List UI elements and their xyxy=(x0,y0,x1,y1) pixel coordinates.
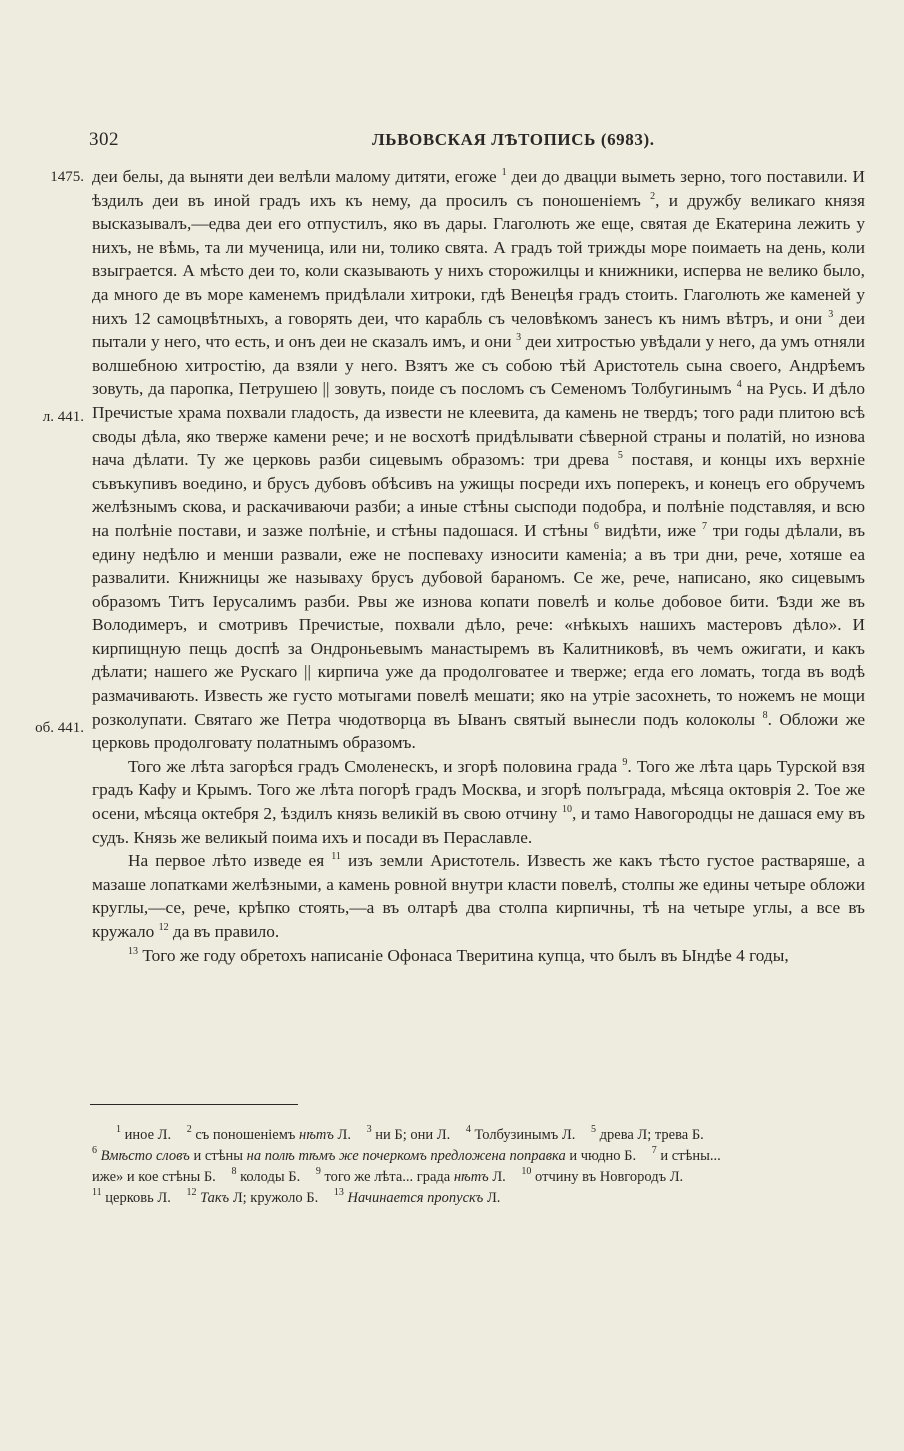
footnote-7-cont: иже» и кое стѣны Б. xyxy=(92,1169,216,1185)
footnote-ref: 3 xyxy=(828,308,834,320)
footnote-ref: 2 xyxy=(650,190,656,202)
paragraph-3: На первое лѣто изведе ея $^{11}$ изъ земли Аристотель. Известь же какъ тѣсто густое растваряше, а мазаше лопатками желѣзными, а камень ровной внутри класти повелѣ, столпы же едины четыре обложи круглы,—се, рече, крѣпко стоять,—а въ олтарѣ два столпа кирпичны, тѣ на четыре углы, а все въ кружало $^{12}$ да въ правило. xyxy=(92,851,865,941)
footnotes xyxy=(92,1125,865,1209)
footnote-10: $^{10}$ отчину въ Новгородъ Л. xyxy=(521,1166,684,1185)
footnote-line-3 xyxy=(92,1167,865,1188)
footnote-3: $^3$ ни Б; они Л. xyxy=(366,1124,451,1143)
footnote-ref: 3 xyxy=(516,332,522,344)
footnote-ref: 8 xyxy=(762,709,768,721)
running-title: ЛЬВОВСКАЯ ЛѢТОПИСЬ (6983). xyxy=(372,130,655,149)
paragraph-1: деи белы, да выняти деи велѣли малому дитяти, егоже $^1$ деи до двацџи выметь зерно, того поставили. И ѣздилъ деи въ иной градъ ихъ къ нему, да просилъ съ поношенiемъ $^2$, и дружбу великаго князя высказывалъ,—едва деи его отпустилъ, яко въ дары. Глаголють же еще, святая де Екатерина лежить у нихъ, не вѣмь, та ли мученица, или ни, толико свята. А градъ той трижды море поимаеть на день, коли взыграется. А мѣсто деи то, коли сказывають у нихъ сторожилцы и книжники, исперва не велико было, да много де въ море каменемъ придѣлали хитроки, гдѣ Венецѣя градъ стоить. Глаголють же каменей у нихъ 12 самоцвѣтныхъ, а говорять деи, что карабль съ человѣкомъ занесъ къ нимъ вѣтръ, и они $^3$ деи пытали у него, что есть, и онъ деи не сказалъ имъ, и они $^3$ деи хитростью увѣдали у него, да умъ отняли волшебною хитростiю, да взяли у него. Взятъ же съ собою тѣй Аристотель сына своего, Андрѣемъ зовуть, да паропка, Петрушею || зовуть, поиде съ посломъ съ Семеномъ Толбугинымъ $^4$ на Русь. И дѣло Пречистые храма похвали гладость, да извести не клеевита, да камень не твердъ; того ради плитою всѣ своды дѣла, яко тверже камени рече; и не восхотѣ придѣлывати сѣверной страны и полатiй, но изнова нача дѣлати. Ту же церковь разби сицевымъ образомъ: три древа $^5$ поставя, и концы ихъ верхнiе съвъкупивъ воедино, и брусъ дубовъ обѣсивъ на ужищы посреди ихъ поперекъ, и конецъ его обручемъ желѣзнымъ скова, и раскачиваючи разби; а иные стѣны сысподи подобра, и полѣнiе подставляя, и всю на полѣнiе постави, и зазже полѣнiе, и стѣны падошася. И стѣны $^6$ видѣти, иже $^7$ три годы дѣлали, въ едину недѣлю и менши развали, еже не поспеваху износити каменiа; а въ три дни, рече, хотяше еа развалити. Книжницы же называху брусъ дубовой бараномъ. Се же, рече, написано, яко сицевымъ образомъ Титъ Iерусалимъ разби. Рвы же изнова копати повелѣ и колье добовое бити. Ѣзди же въ Володимеръ, и смотривъ Пречистые, похвали дѣло, рече: «нѣкыхъ нашихъ мастеровъ дѣло». И кирпищную пещь доспѣ за Ондроньевымъ манастыремъ въ Калитниковѣ, въ чемъ ожигати, и какъ дѣлати; нашего же Рускаго || кирпича уже да продолговатее и тверже; егда его ломать, тогда въ водѣ размачивають. Известь же густо мотыгами повелѣ мешати; яко на утрiе засохнеть, то ножемъ не мощи розколупати. Святаго же Петра чюдотворца въ Ыванъ святый вынесли подъ колоколы $^8$. Обложи же церковь продолговату полатнымъ образомъ. xyxy=(92,167,866,753)
footnote-8: $^8$ колоды Б. xyxy=(231,1166,301,1185)
footnote-2: $^2$ съ поношенiемъ нѣтъ Л. xyxy=(186,1124,352,1143)
paragraph-2: Того же лѣта загорѣся градъ Смоленескъ, и згорѣ половина града $^9$. Того же лѣта царь Турской взя градъ Кафу и Крымъ. Того же лѣта погорѣ градъ Москва, и згорѣ полъграда, мѣсяца октоврiя 2. Тое же осени, мѣсяца октебря 2, ѣздилъ князь великiй въ свою отчину $^{10}$, и тамо Навогородцы не дашася ему въ судъ. Князь же великый поима ихъ и посади въ Пераславле. xyxy=(92,756,866,847)
footnote-ref: 9 xyxy=(622,756,628,768)
footnote-ref: 7 xyxy=(701,520,707,532)
footnote-5: $^5$ древа Л; трева Б. xyxy=(591,1124,704,1143)
margin-folio: л. 441. xyxy=(42,409,84,425)
footnote-ref: 4 xyxy=(736,379,742,391)
footnote-ref: 11 xyxy=(331,851,341,863)
body-text xyxy=(92,165,865,967)
footnote-line-2 xyxy=(92,1146,865,1167)
footnote-6: $^6$ Вмѣсто словъ и стѣны на полѣ тѣмъ же почеркомъ предложена поправка и чюдно Б. xyxy=(92,1145,637,1164)
footnote-rule xyxy=(90,1104,298,1105)
margin-folio-verso: об. 441. xyxy=(35,720,84,736)
footnote-9: $^9$ того же лѣта... града нѣтъ Л. xyxy=(315,1166,506,1185)
paragraph-4: $^{13}$ Того же году обретохъ написанiе Офонаса Тверитина купца, что былъ въ Ындѣе 4 годы, xyxy=(128,945,789,965)
page-number: 302 xyxy=(89,129,119,150)
footnote-12: $^{12}$ Такъ Л; кружоло Б. xyxy=(186,1187,319,1206)
footnote-ref: 5 xyxy=(617,450,623,462)
margin-year: 1475. xyxy=(50,169,84,185)
footnote-ref: 10 xyxy=(561,804,572,816)
footnote-ref: 12 xyxy=(158,922,169,933)
footnote-4: $^4$ Толбузинымъ Л. xyxy=(465,1124,576,1143)
footnote-line-4 xyxy=(92,1188,865,1209)
footnote-7: $^7$ и стѣны... xyxy=(651,1145,721,1164)
footnote-ref: 13 xyxy=(128,945,138,957)
footnote-ref: 6 xyxy=(593,520,599,532)
footnote-11: $^{11}$ церковь Л. xyxy=(92,1187,171,1206)
footnote-1: $^1$ иное Л. xyxy=(116,1124,172,1143)
footnote-ref: 1 xyxy=(501,167,507,178)
footnote-line-1 xyxy=(92,1125,865,1146)
footnote-13: $^{13}$ Начинается пропускъ Л. xyxy=(333,1187,501,1206)
